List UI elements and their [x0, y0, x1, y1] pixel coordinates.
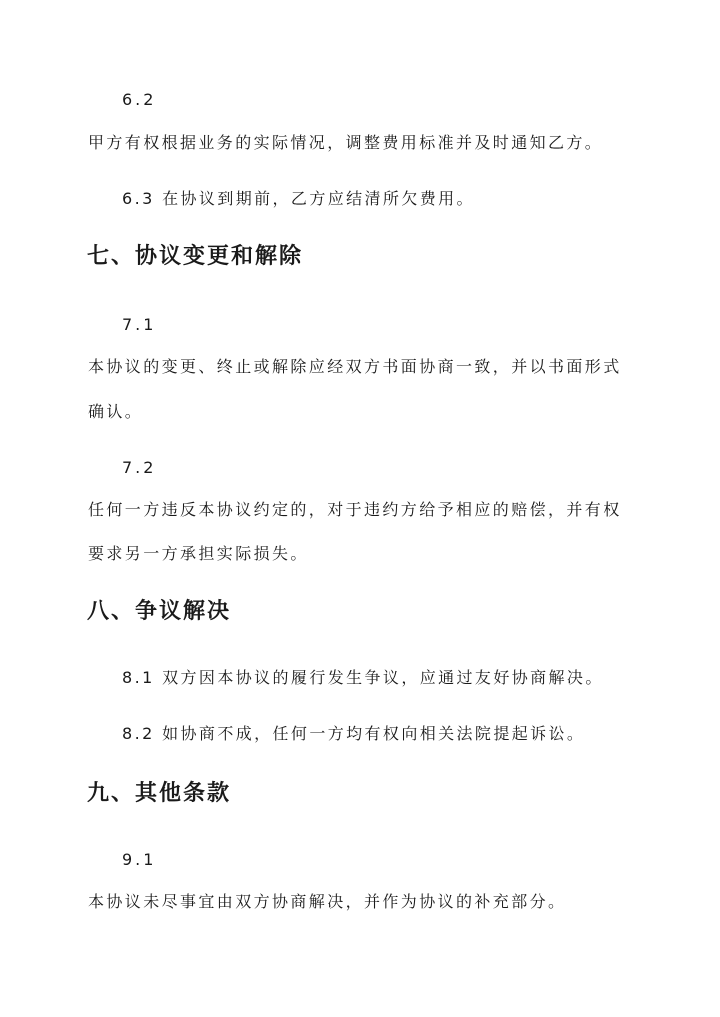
clause-number-7-1: 7.1	[122, 315, 157, 334]
clause-7-1-text-line-2: 确认。	[88, 402, 144, 421]
clause-7-2-text-line-2: 要求另一方承担实际损失。	[88, 544, 309, 563]
clause-8-2: 8.2 如协商不成，任何一方均有权向相关法院提起诉讼。	[122, 724, 586, 743]
section-heading-9: 九、其他条款	[87, 781, 232, 806]
clause-number-7-2: 7.2	[122, 458, 157, 477]
section-heading-8: 八、争议解决	[87, 599, 232, 624]
clause-7-1-text-line-1: 本协议的变更、终止或解除应经双方书面协商一致，并以书面形式	[88, 357, 622, 376]
clause-6-3: 6.3 在协议到期前，乙方应结清所欠费用。	[122, 189, 475, 208]
clause-9-1-text: 本协议未尽事宜由双方协商解决，并作为协议的补充部分。	[88, 892, 567, 911]
clause-number-6-2: 6.2	[122, 90, 157, 109]
clause-number-9-1: 9.1	[122, 850, 157, 869]
clause-6-2-text: 甲方有权根据业务的实际情况，调整费用标准并及时通知乙方。	[88, 133, 604, 152]
clause-7-2-text-line-1: 任何一方违反本协议约定的，对于违约方给予相应的赔偿，并有权	[88, 500, 622, 519]
section-heading-7: 七、协议变更和解除	[87, 244, 304, 269]
clause-8-1: 8.1 双方因本协议的履行发生争议，应通过友好协商解决。	[122, 668, 604, 687]
